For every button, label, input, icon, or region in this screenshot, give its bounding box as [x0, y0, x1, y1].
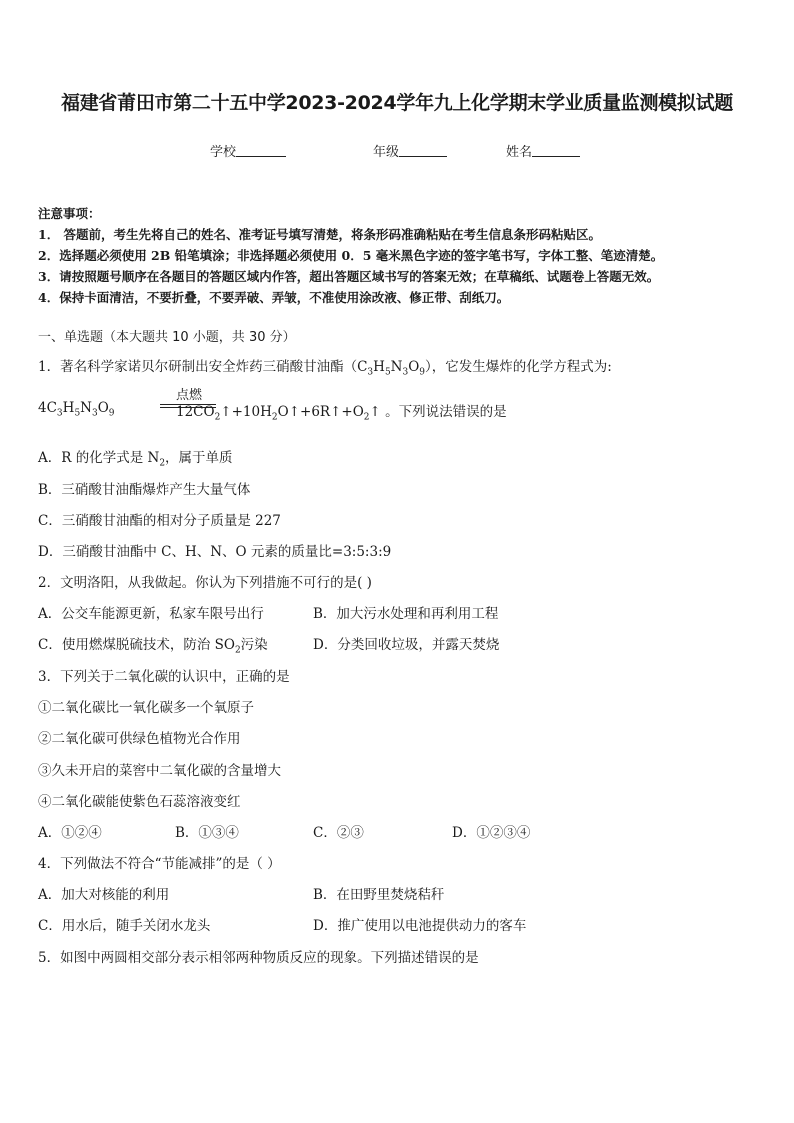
- grade-field: [373, 141, 447, 160]
- q2-option-b: B．加大污水处理和再利用工程: [313, 606, 499, 622]
- q3-statement-2: ②二氧化碳可供绿色植物光合作用: [38, 731, 241, 747]
- q1-equation: [38, 382, 758, 422]
- exam-notes: [38, 203, 663, 308]
- eq-reactant: $4C_3H_5N_3O_9$: [38, 400, 115, 419]
- name-blank: [532, 144, 580, 157]
- q3-option-d: D．①②③④: [452, 825, 531, 841]
- q2-stem: 2．文明洛阳，从我做起。你认为下列措施不可行的是( ): [38, 575, 372, 591]
- q5-stem: 5．如图中两圆相交部分表示相邻两种物质反应的现象。下列描述错误的是: [38, 950, 479, 966]
- q3-stem: 3．下列关于二氧化碳的认识中，正确的是: [38, 669, 290, 685]
- page-title: 福建省莆田市第二十五中学2023-2024学年九上化学期末学业质量监测模拟试题: [61, 92, 733, 114]
- note-item: 3．请按照题号顺序在各题目的答题区域内作答，超出答题区域书写的答案无效；在草稿纸、试题卷上答题无效。: [38, 269, 660, 284]
- note-item: 1． 答题前，考生先将自己的姓名、准考证号填写清楚，将条形码准确粘贴在考生信息条形码粘贴区。: [38, 227, 602, 242]
- q1-option-d: D．三硝酸甘油酯中 C、H、N、O 元素的质量比=3:5:3:9: [38, 544, 392, 560]
- school-blank: [236, 144, 286, 157]
- grade-label: 年级: [373, 145, 400, 160]
- q4-stem: 4．下列做法不符合“节能减排”的是（ ）: [38, 856, 281, 872]
- note-item: 4．保持卡面清洁，不要折叠，不要弄破、弄皱，不准使用涂改液、修正带、刮纸刀。: [38, 290, 510, 305]
- q4-option-d: D．推广使用以电池提供动力的客车: [313, 918, 527, 934]
- eq-condition: 点燃: [175, 388, 202, 403]
- name-field: [506, 141, 580, 160]
- name-label: 姓名: [506, 145, 533, 160]
- q3-option-c: C．②③: [313, 825, 364, 841]
- notes-heading: 注意事项：: [38, 206, 101, 221]
- grade-blank: [399, 144, 447, 157]
- q3-option-a: A．①②④: [38, 825, 102, 841]
- q4-option-b: B．在田野里焚烧秸秆: [313, 887, 445, 903]
- section-heading: 一、单选题（本大题共 10 小题，共 30 分）: [38, 330, 296, 345]
- q4-option-c: C．用水后，随手关闭水龙头: [38, 918, 211, 934]
- q3-statement-4: ④二氧化碳能使紫色石蕊溶液变红: [38, 794, 241, 810]
- q1-stem: 1．著名科学家诺贝尔研制出安全炸药三硝酸甘油酯$(C_3H_5N_3O_9)$，它发生爆炸的化学方程式为:: [38, 359, 612, 378]
- eq-products: $12CO_2↑+10H_2O↑+6R↑+O_2↑$ 。下列说法错误的是: [176, 404, 507, 423]
- q2-option-d: D．分类回收垃圾，并露天焚烧: [313, 637, 500, 653]
- note-item: 2．选择题必须使用 2B 铅笔填涂；非选择题必须使用 0．5 毫米黑色字迹的签字笔书写，字体工整、笔迹清楚。: [38, 248, 664, 263]
- school-label: 学校: [210, 145, 237, 160]
- q4-option-a: A．加大对核能的利用: [38, 887, 170, 903]
- q2-option-c: C．使用燃煤脱硫技术，防治 $SO_2$污染: [38, 637, 268, 656]
- q3-statement-1: ①二氧化碳比一氧化碳多一个氧原子: [38, 700, 254, 716]
- q3-statement-3: ③久未开启的菜窖中二氧化碳的含量增大: [38, 763, 281, 779]
- q3-option-b: B．①③④: [175, 825, 239, 841]
- q1-option-c: C．三硝酸甘油酯的相对分子质量是 227: [38, 513, 281, 529]
- q1-option-a: A．R 的化学式是 $N_2$，属于单质: [38, 450, 233, 469]
- q1-option-b: B．三硝酸甘油酯爆炸产生大量气体: [38, 482, 251, 498]
- school-field: [210, 141, 286, 160]
- q2-option-a: A．公交车能源更新，私家车限号出行: [38, 606, 264, 622]
